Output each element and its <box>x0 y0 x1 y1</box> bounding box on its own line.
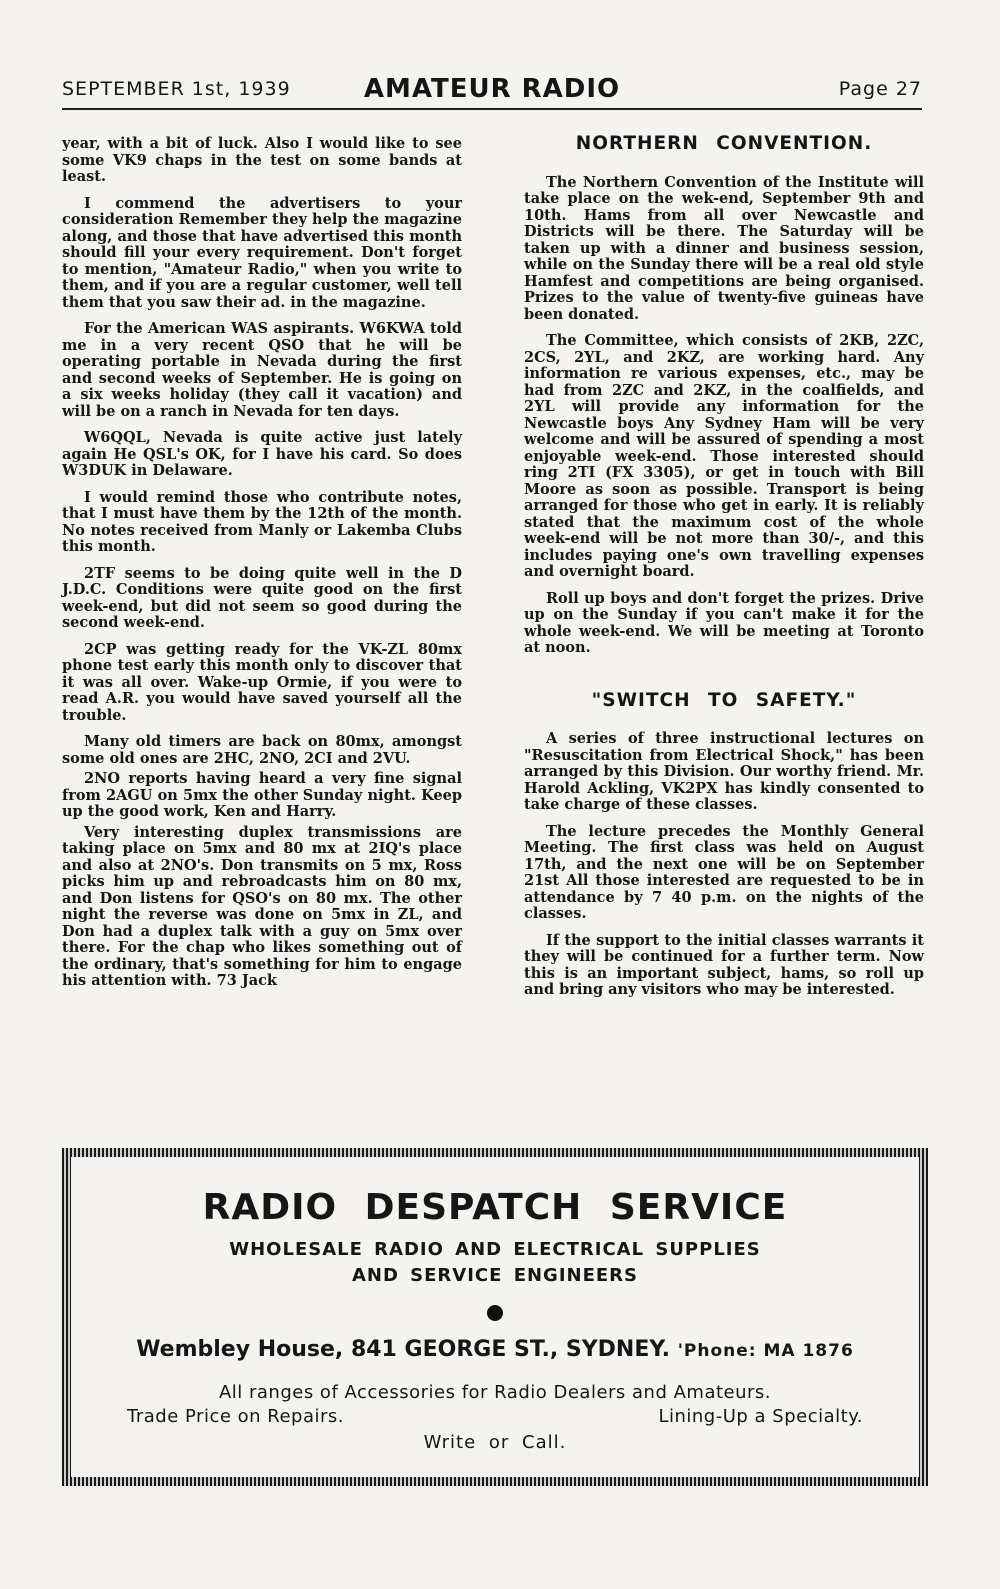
magazine-title: AMATEUR RADIO <box>363 74 621 104</box>
advertisement-box <box>62 1148 928 1486</box>
ad-phone: 'Phone: MA 1876 <box>677 1341 854 1361</box>
paragraph: I would remind those who contribute notes, that I must have them by the 12th of the month. No notes received from Manly or Lakemba Clubs this month. <box>62 488 462 555</box>
ad-subtitle: WHOLESALE RADIO AND ELECTRICAL SUPPLIES <box>229 1239 761 1260</box>
paragraph: If the support to the initial classes warrants it they will be continued for a further term. Now this is an important subject, hams, so roll up and bring any visitors who may be interested. <box>524 931 924 998</box>
paragraph: W6QQL, Nevada is quite active just lately again He QSL's OK, for I have his card. So does W3DUK in Delaware. <box>62 429 462 479</box>
issue-date: SEPTEMBER 1st, 1939 <box>62 78 291 100</box>
ad-title: RADIO DESPATCH SERVICE <box>202 1187 788 1228</box>
paragraph: The Committee, which consists of 2KB, 2ZC, 2CS, 2YL, and 2KZ, are working hard. Any information re various expenses, etc., may be had from 2ZC and 2KZ, in the coalfields, and 2YL will provide any information for the Newcastle boys Any Sydney Ham will be very welcome and will be assured of spending a most enjoyable week-end. Those interested should ring 2TI (FX 3305), or get in touch with Bill Moore as soon as possible. Transport is being arranged for those who get in early. It is reliably stated that the maximum cost of the whole week-end will be not more than 30/-, and this includes paying one's own travelling expenses and overnight board. <box>524 332 924 580</box>
paragraph: year, with a bit of luck. Also I would like to see some VK9 chaps in the test on some bands at least. <box>62 135 462 185</box>
ad-trade-price: Trade Price on Repairs. <box>127 1406 345 1427</box>
ad-accessories-line: All ranges of Accessories for Radio Dealers and Amateurs. <box>218 1382 772 1403</box>
ad-subtitle: AND SERVICE ENGINEERS <box>351 1265 639 1286</box>
ad-contact: Write or Call. <box>423 1432 567 1453</box>
ad-address: Wembley House, 841 GEORGE ST., SYDNEY. <box>136 1337 671 1362</box>
ad-lining-up: Lining-Up a Specialty. <box>658 1406 863 1427</box>
paragraph: 2TF seems to be doing quite well in the D J.D.C. Conditions were quite good on the first week-end, but did not seem so good during the second week-end. <box>62 564 462 631</box>
paragraph: 2NO reports having heard a very fine signal from 2AGU on 5mx the other Sunday night. Keep up the good work, Ken and Harry. <box>62 770 462 820</box>
right-column <box>524 133 924 1009</box>
paragraph: Roll up boys and don't forget the prizes. Drive up on the Sunday if you can't make it for the whole week-end. We will be meeting at Toronto at noon. <box>524 589 924 656</box>
ad-address-line <box>71 1337 919 1362</box>
paragraph: A series of three instructional lectures on "Resuscitation from Electrical Shock," has been arranged by this Division. Our worthy friend. Mr. Harold Ackling, VK2PX has kindly consented to take charge of these classes. <box>524 730 924 813</box>
page-number: Page 27 <box>838 78 922 100</box>
left-column <box>62 136 462 1000</box>
paragraph: Very interesting duplex transmissions are taking place on 5mx and 80 mx at 2IQ's place and also at 2NO's. Don transmits on 5 mx, Ross picks him up and rebroadcasts him on 80 mx, and Don listens for QSO's on 80 mx. The other night the reverse was done on 5mx in ZL, and Don had a duplex talk with a guy on 5mx over there. For the chap who likes something out of the ordinary, that's something for him to engage his attention with. 73 Jack <box>62 823 462 989</box>
paragraph: I commend the advertisers to your consideration Remember they help the magazine along, and those that have advertised this month should fill your every requirement. Don't forget to mention, "Amateur Radio," when you write to them, and if you are a regular customer, well tell them that you saw their ad. in the magazine. <box>62 194 462 311</box>
paragraph: The Northern Convention of the Institute will take place on the wek-end, September 9th and 10th. Hams from all over Newcastle and Districts will be there. The Saturday will be taken up with a dinner and business session, while on the Sunday there will be a real old style Hamfest and competitions are being organised. Prizes to the value of twenty-five guineas have been donated. <box>524 173 924 323</box>
paragraph: 2CP was getting ready for the VK-ZL 80mx phone test early this month only to discover that it was all over. Wake-up Ormie, if you were to read A.R. you would have saved yourself all the trouble. <box>62 640 462 724</box>
page-header <box>62 74 922 110</box>
section-heading-northern-convention: NORTHERN CONVENTION. <box>575 133 873 154</box>
bullet-icon <box>487 1305 503 1321</box>
paragraph: Many old timers are back on 80mx, amongst some old ones are 2HC, 2NO, 2CI and 2VU. <box>62 733 462 767</box>
paragraph: The lecture precedes the Monthly General Meeting. The first class was held on August 17th, and the next one will be on September 21st All those interested are requested to be in attendance by 7 40 p.m. on the nights of the classes. <box>524 822 924 922</box>
paragraph: For the American WAS aspirants. W6KWA told me in a very recent QSO that he will be operating portable in Nevada during the first and second weeks of September. He is going on a six weeks holiday (they call it vacation) and will be on a ranch in Nevada for ten days. <box>62 320 462 420</box>
section-heading-switch-to-safety: "SWITCH TO SAFETY." <box>591 689 857 711</box>
